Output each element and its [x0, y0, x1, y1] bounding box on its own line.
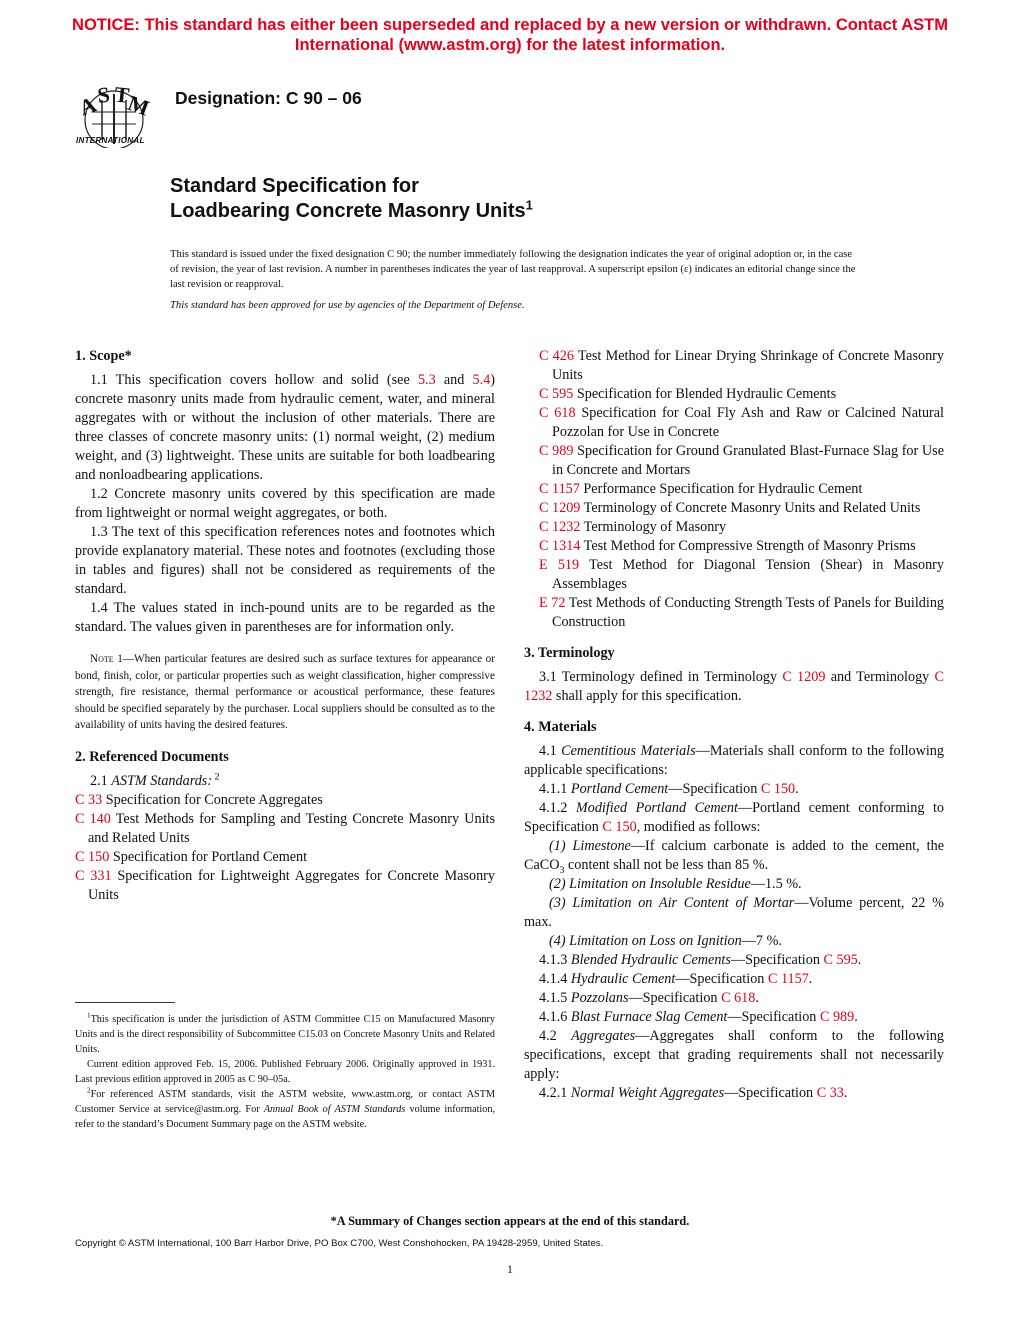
para-4-1-3: 4.1.3 Blended Hydraulic Cements—Specification C 595.: [539, 952, 862, 968]
para-1-1: 1.1 This specification covers hollow and solid (see 5.3 and 5.4) concrete masonry units made from hydraulic cement, water, and mineral aggregates with or without the inclusion of other materials. There are three classes of concrete masonry units: (1) normal weight, (2) medium weight, and (3) lightweight. These units are suitable for both loadbearing and nonloadbearing applications.: [75, 372, 495, 483]
ref-item: C 140 Test Methods for Sampling and Testing Concrete Masonry Units and Related Units: [75, 810, 495, 846]
astm-international-label: INTERNATIONAL: [76, 136, 145, 145]
para-1-3: 1.3 The text of this specification references notes and footnotes which provide explanatory material. These notes and footnotes (excluding those in tables and figures) shall not be considered as requirements of the standard.: [75, 524, 495, 597]
ref-item: C 618 Specification for Coal Fly Ash and Raw or Calcined Natural Pozzolan for Use in Concrete: [539, 405, 944, 440]
svg-text:S: S: [96, 81, 111, 108]
designation: Designation: C 90 – 06: [175, 88, 362, 108]
notice-line-2: International (www.astm.org) for the latest information.: [294, 36, 726, 54]
ref-code-link[interactable]: C 33: [75, 791, 103, 808]
ref-link[interactable]: C 989: [819, 1009, 855, 1025]
footnote-1: $^1$This specification is under the jurisdiction of ASTM Committee C15 on Manufactured Masonry Units and is the direct responsibility of Subcommittee C15.03 on Concrete Masonry Units and Related Units.: [75, 1011, 495, 1055]
footnote-rule: [75, 1002, 175, 1003]
ref-5-3-link[interactable]: 5.3: [417, 372, 436, 388]
referenced-list-right: [524, 347, 944, 632]
ref-item: C 1232 Terminology of Masonry: [539, 519, 727, 535]
footnotes: [75, 1012, 495, 1132]
para-2-1: 2.1 ASTM Standards: $^2$: [90, 770, 220, 789]
ref-code-link[interactable]: C 1157: [539, 481, 580, 497]
ref-code-link[interactable]: C 331: [75, 867, 112, 884]
title-footnote-mark: 1: [525, 197, 533, 213]
ref-item: C 33 Specification for Concrete Aggregates: [75, 791, 323, 808]
referenced-list-left: [75, 791, 495, 905]
note-1-label: Note 1: [90, 653, 123, 665]
para-4-1-6: 4.1.6 Blast Furnace Slag Cement—Specification C 989.: [539, 1009, 858, 1025]
ref-link[interactable]: C 150: [760, 781, 796, 797]
para-4-2-1: 4.2.1 Normal Weight Aggregates—Specification C 33.: [539, 1085, 848, 1101]
para-4-1: 4.1 Cementitious Materials—Materials shall conform to the following applicable specifications:: [524, 743, 944, 778]
astm-logo: [70, 76, 162, 148]
ref-item: C 1209 Terminology of Concrete Masonry Units and Related Units: [539, 500, 921, 516]
ref-item: C 150 Specification for Portland Cement: [75, 848, 308, 865]
section-1-heading: 1. Scope*: [75, 348, 132, 364]
item-limestone: (1) Limestone—If calcium carbonate is added to the cement, the CaCO$_3$ content shall not be less than 85 %.: [524, 838, 944, 876]
ref-code-link[interactable]: E 72: [539, 595, 566, 611]
para-1-4: 1.4 The values stated in inch-pound units are to be regarded as the standard. The values given in parentheses are for information only.: [75, 600, 495, 635]
section-3-heading: 3. Terminology: [524, 645, 615, 661]
ref-code-link[interactable]: C 426: [539, 348, 574, 364]
item-air-content: (3) Limitation on Air Content of Mortar—Volume percent, 22 % max.: [524, 895, 944, 930]
ref-c1232-link[interactable]: C 1232: [524, 669, 945, 704]
ref-code-link[interactable]: C 1314: [539, 538, 581, 554]
ref-5-4-link[interactable]: 5.4: [472, 372, 491, 388]
footnote-2: $^2$For referenced ASTM standards, visit the ASTM website, www.astm.org, or contact ASTM Customer Service at service@astm.org. For Annual Book of ASTM Standards volume information, refer to the standard’s Document Summary page on the ASTM website.: [75, 1086, 495, 1130]
dod-approval-note: This standard has been approved for use by agencies of the Department of Defense.: [170, 300, 525, 311]
document-title: [170, 174, 533, 224]
copyright: Copyright © ASTM International, 100 Barr Harbor Drive, PO Box C700, West Conshohocken, PA 19428-2959, United States.: [75, 1238, 604, 1249]
para-4-2: 4.2 Aggregates—Aggregates shall conform to the following specifications, except that grading requirements shall not necessarily apply:: [524, 1028, 944, 1082]
note-1: Note 1—When particular features are desired such as surface textures for appearance or bond, finish, color, or particular properties such as weight classification, higher compressive strength, fire resistance, thermal performance or acoustical performance, these features should be specified separately by the purchaser. Local suppliers should be consulted as to the availability of units having the desired features.: [75, 653, 495, 731]
page-number: 1: [507, 1262, 513, 1276]
ref-link[interactable]: C 33: [816, 1085, 844, 1101]
para-4-1-4: 4.1.4 Hydraulic Cement—Specification C 1157.: [539, 971, 813, 987]
ref-code-link[interactable]: E 519: [539, 557, 580, 573]
ref-code-link[interactable]: C 1209: [539, 500, 581, 516]
item-insoluble-residue: (2) Limitation on Insoluble Residue—1.5 %.: [549, 876, 802, 892]
ref-item: C 989 Specification for Ground Granulated Blast-Furnace Slag for Use in Concrete and Mortars: [539, 443, 944, 478]
ref-code-link[interactable]: C 595: [539, 386, 574, 402]
para-4-1-5: 4.1.5 Pozzolans—Specification C 618.: [539, 990, 759, 1006]
item-loss-on-ignition: (4) Limitation on Loss on Ignition—7 %.: [549, 933, 782, 949]
notice-line-1: NOTICE: This standard has either been superseded and replaced by a new version or withdrawn. Contact ASTM: [72, 16, 948, 34]
ref-code-link[interactable]: C 140: [75, 810, 111, 827]
ref-link[interactable]: C 595: [823, 952, 858, 968]
svg-text:M: M: [124, 90, 153, 121]
ref-c1209-link[interactable]: C 1209: [782, 669, 826, 685]
footnote-1b: Current edition approved Feb. 15, 2006. Published February 2006. Originally approved in 1931. Last previous edition approved in 2005 as C 90–05a.: [75, 1059, 495, 1085]
right-column: [524, 347, 944, 1103]
intro-paragraph: This standard is issued under the fixed designation C 90; the number immediately following the designation indicates the year of original adoption or, in the case of revision, the year of last revision. A number in parentheses indicates the year of last reapproval. A superscript epsilon (ε) indicates an editorial change since the last revision or reapproval.: [170, 249, 856, 290]
ref-item: C 426 Test Method for Linear Drying Shrinkage of Concrete Masonry Units: [539, 348, 944, 383]
ref-item: E 519 Test Method for Diagonal Tension (Shear) in Masonry Assemblages: [539, 557, 944, 592]
svg-text:A: A: [75, 91, 100, 121]
withdrawal-notice: [40, 15, 980, 55]
svg-text:T: T: [113, 81, 131, 108]
para-4-1-1: 4.1.1 Portland Cement—Specification C 150.: [539, 781, 799, 797]
ref-code-link[interactable]: C 618: [539, 405, 576, 421]
ref-link[interactable]: C 618: [721, 990, 756, 1006]
para-1-2: 1.2 Concrete masonry units covered by this specification are made from lightweight or normal weight aggregates, or both.: [75, 486, 495, 521]
section-2-heading: 2. Referenced Documents: [75, 748, 229, 765]
para-3-1: 3.1 Terminology defined in Terminology C 1209 and Terminology C 1232 shall apply for this specification.: [524, 669, 945, 704]
ref-item: C 595 Specification for Blended Hydraulic Cements: [539, 386, 837, 402]
ref-code-link[interactable]: C 150: [75, 848, 110, 865]
left-column: [75, 347, 495, 905]
ref-code-link[interactable]: C 1232: [539, 519, 581, 535]
ref-item: C 331 Specification for Lightweight Aggregates for Concrete Masonry Units: [75, 867, 495, 903]
ref-code-link[interactable]: C 989: [539, 443, 574, 459]
title-line-1: Standard Specification for: [170, 175, 419, 197]
ref-item: E 72 Test Methods of Conducting Strength Tests of Panels for Building Construction: [539, 595, 945, 630]
ref-link[interactable]: C 1157: [767, 971, 809, 987]
ref-link[interactable]: C 150: [602, 819, 637, 835]
ref-item: C 1314 Test Method for Compressive Strength of Masonry Prisms: [539, 538, 916, 554]
para-4-1-2: 4.1.2 Modified Portland Cement—Portland cement conforming to Specification C 150, modified as follows:: [524, 800, 944, 835]
summary-of-changes-note: *A Summary of Changes section appears at the end of this standard.: [330, 1214, 690, 1228]
section-4-heading: 4. Materials: [524, 719, 597, 735]
title-line-2: Loadbearing Concrete Masonry Units$^1$: [170, 197, 533, 222]
ref-item: C 1157 Performance Specification for Hydraulic Cement: [539, 481, 863, 497]
